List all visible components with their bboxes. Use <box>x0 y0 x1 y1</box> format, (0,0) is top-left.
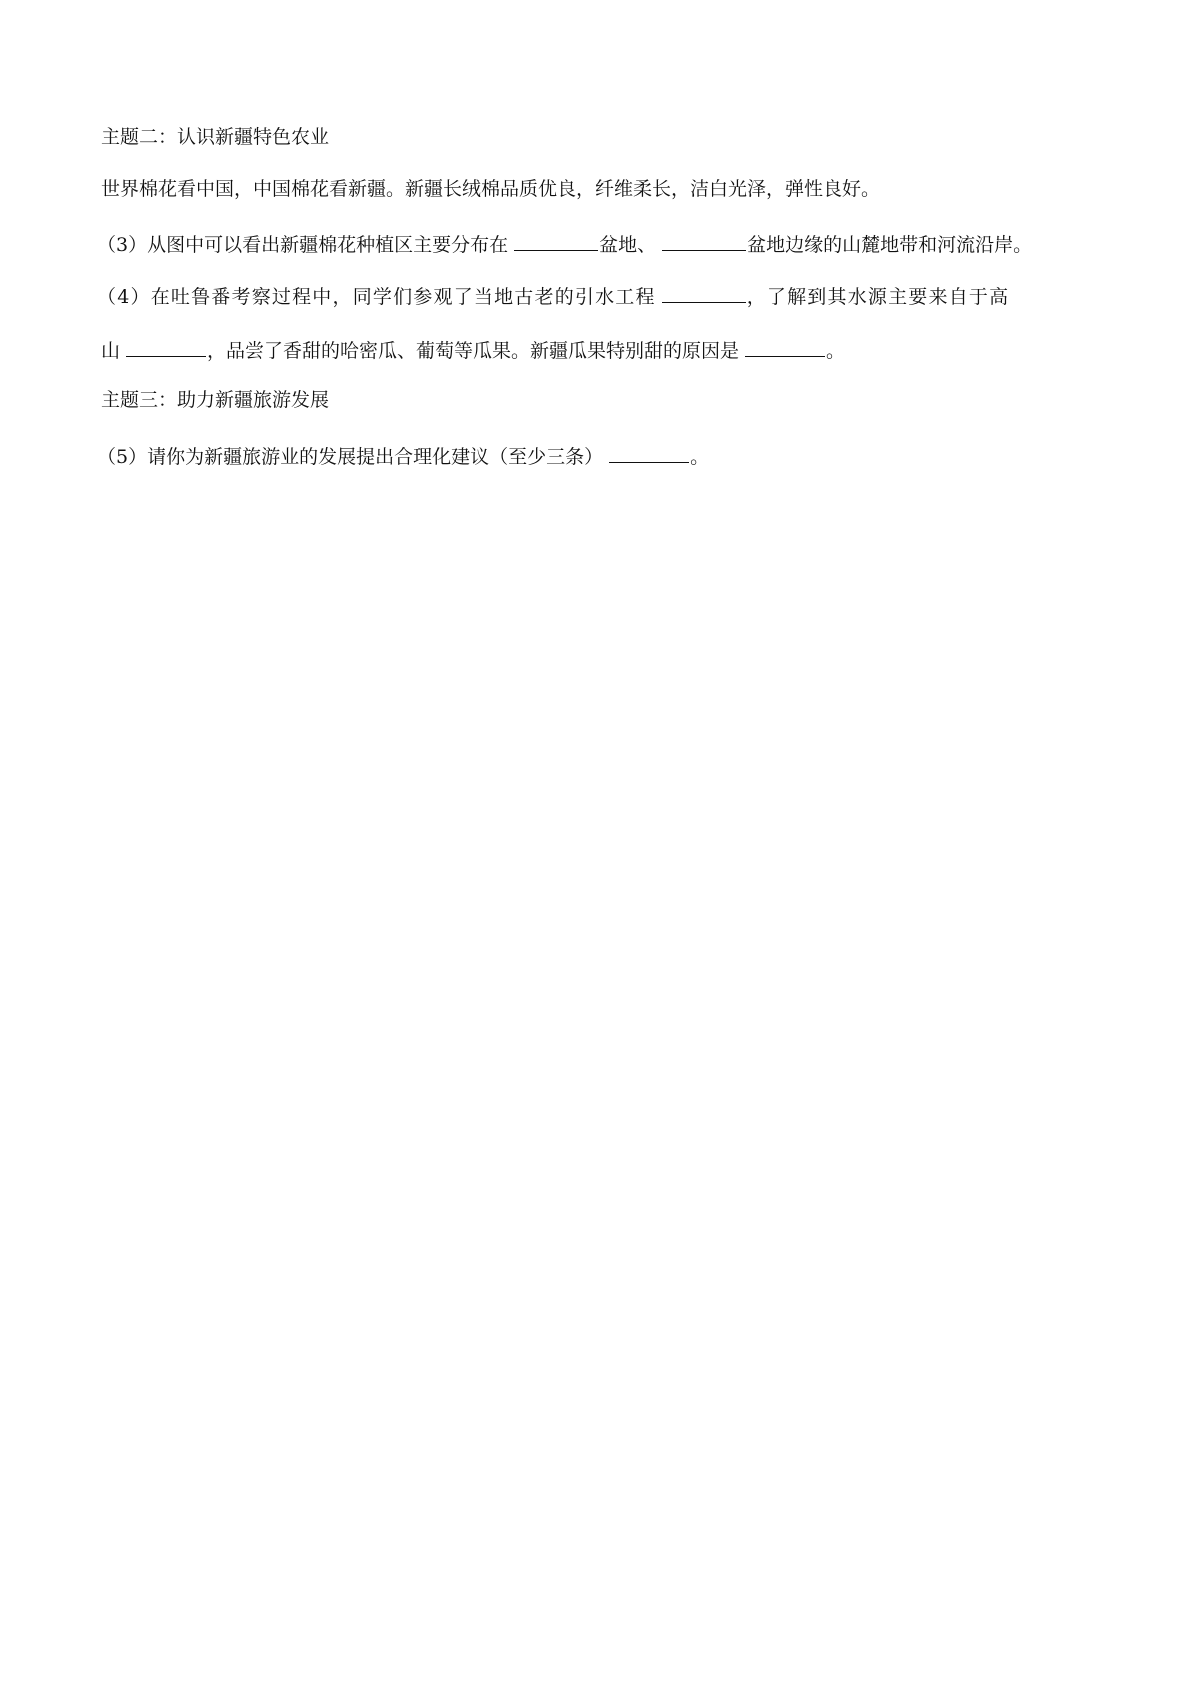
q3-text-2: 盆地、 <box>599 234 657 256</box>
question-3 <box>97 229 1127 258</box>
q4-text-5: 。 <box>826 340 846 362</box>
q3-blank-2[interactable] <box>662 229 746 251</box>
q4-blank-1[interactable] <box>662 281 746 303</box>
q5-text-2: 。 <box>690 446 710 468</box>
intro-paragraph: 世界棉花看中国，中国棉花看新疆。新疆长绒棉品质优良，纤维柔长，洁白光泽，弹性良好。 <box>101 178 881 200</box>
q3-text-1: （3）从图中可以看出新疆棉花种植区主要分布在 <box>97 234 509 256</box>
q4-text-4: ，品尝了香甜的哈密瓜、葡萄等瓜果。新疆瓜果特别甜的原因是 <box>207 340 740 362</box>
question-5 <box>97 441 1127 470</box>
theme2-title: 主题二：认识新疆特色农业 <box>101 126 330 148</box>
q4-blank-3[interactable] <box>745 335 825 357</box>
q3-text-3: 盆地边缘的山麓地带和河流沿岸。 <box>747 234 1033 256</box>
theme3-title: 主题三：助力新疆旅游发展 <box>101 389 330 411</box>
question-4-line-1 <box>97 281 1131 310</box>
q4-text-2: ，了解到其水源主要来自于高 <box>746 286 1010 308</box>
q4-text-3: 山 <box>101 340 121 362</box>
q3-blank-1[interactable] <box>514 229 598 251</box>
q4-text-1: （4）在吐鲁番考察过程中，同学们参观了当地古老的引水工程 <box>97 286 656 308</box>
q4-blank-2[interactable] <box>126 335 206 357</box>
q5-text-1: （5）请你为新疆旅游业的发展提出合理化建议（至少三条） <box>97 446 604 468</box>
q5-blank-1[interactable] <box>609 441 689 463</box>
question-4-line-2 <box>101 335 1131 364</box>
